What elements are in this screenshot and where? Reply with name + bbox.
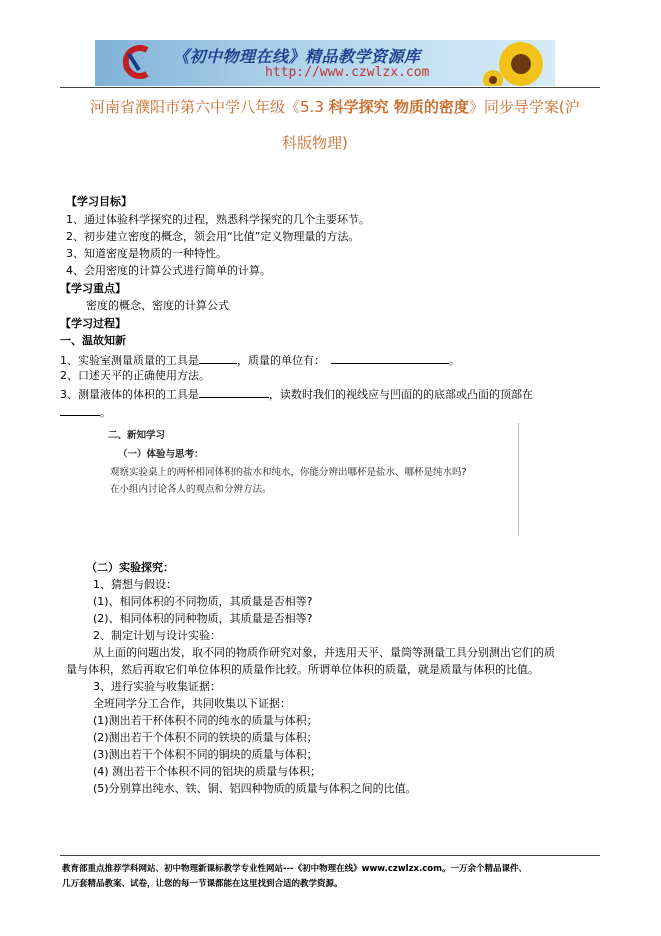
experiment-heading: （二）实验探究：: [86, 561, 174, 574]
question-1: [60, 352, 460, 368]
page-title: [90, 96, 580, 117]
review-heading: 一、温故知新: [60, 334, 126, 347]
process-heading: 【学习过程】: [60, 317, 126, 330]
answer-blank[interactable]: [60, 404, 100, 416]
answer-blank[interactable]: [331, 352, 449, 364]
question-1-text: 1、实验室测量质量的工具是: [60, 354, 199, 367]
question-3-text: 3、测量液体的体积的工具是: [60, 388, 199, 401]
step-1-item: (1)、相同体积的不同物质，其质量是否相等?: [93, 595, 313, 608]
question-3-end: 。: [100, 406, 111, 419]
step-1: 1、猜想与假设：: [93, 578, 177, 591]
footer-line-2: 几万套精品教案、试卷，让您的每一节课都能在这里找到合适的教学资源。: [62, 879, 343, 889]
footer-divider: [60, 855, 600, 856]
keypoints-text: 密度的概念、密度的计算公式: [86, 299, 229, 312]
question-1-end: 。: [449, 354, 460, 367]
objectives-heading: 【学习目标】: [66, 195, 132, 208]
footer-line-1: 教育部重点推荐学科网站、初中物理新课标教学专业性网站---《初中物理在线》www.czwlzx.com。一万余个精品课件、: [62, 864, 527, 874]
objective-item: 1、通过体验科学探究的过程，熟悉科学探究的几个主要环节。: [66, 213, 370, 226]
keypoints-heading: 【学习重点】: [60, 282, 126, 295]
question-3-cont: [60, 404, 111, 420]
question-2: 2、口述天平的正确使用方法。: [60, 369, 210, 382]
step-3-item: (4) 测出若干个体积不同的铝块的质量与体积；: [93, 765, 322, 778]
experience-heading: （一）体验与思考：: [118, 449, 204, 460]
objective-item: 4、会用密度的计算公式进行简单的计算。: [66, 264, 271, 277]
question-3-text-2: ，读数时我们的视线应与凹面的的底部或凸面的顶部在: [269, 388, 533, 401]
step-3-text: 全班同学分工合作，共同收集以下证据：: [93, 697, 291, 710]
new-knowledge-heading: 二、新知学习: [108, 430, 166, 441]
step-2: 2、制定计划与设计实验：: [93, 629, 221, 642]
step-2-text: 从上面的问题出发，取不同的物质作研究对象，并选用天平、量筒等测量工具分别测出它们的质: [93, 646, 555, 659]
title-part-3: 》同步导学案(沪: [468, 98, 580, 116]
header-banner: [95, 40, 555, 86]
new-knowledge-image: [100, 423, 520, 535]
step-3-item: (3)测出若干个体积不同的铜块的质量与体积；: [93, 748, 318, 761]
title-part-2: 科学探究 物质的密度: [328, 98, 469, 116]
title-part-1: 河南省濮阳市第六中学八年级《5.3: [90, 98, 329, 116]
banner-title: 《初中物理在线》精品教学资源库: [173, 47, 421, 66]
objective-item: 2、初步建立密度的概念，领会用“比值”定义物理量的方法。: [66, 230, 360, 243]
question-3: [60, 386, 533, 402]
question-1-text-2: ，质量的单位有：: [237, 354, 325, 367]
step-3-item: (5)分别算出纯水、铁、铜、铝四种物质的质量与体积之间的比值。: [93, 782, 417, 795]
header-divider: [60, 87, 600, 88]
page-title-line2: 科版物理): [282, 134, 348, 152]
experience-text-2: 在小组内讨论各人的观点和分辨方法。: [110, 484, 272, 495]
image-edge: [518, 423, 519, 535]
banner-url[interactable]: http://www.czwlzx.com: [265, 65, 430, 80]
experience-text-1: 观察实验桌上的两杯相同体积的盐水和纯水，你能分辨出哪杯是盐水、哪杯是纯水吗?: [110, 467, 467, 478]
step-3-item: (1)测出若干杯体积不同的纯水的质量与体积；: [93, 714, 318, 727]
answer-blank[interactable]: [199, 352, 237, 364]
site-logo: [119, 44, 153, 80]
step-2-text: 量与体积，然后再取它们单位体积的质量作比较。所谓单位体积的质量，就是质量与体积的比值。: [66, 663, 539, 676]
step-3-item: (2)测出若干个体积不同的铁块的质量与体积；: [93, 731, 318, 744]
step-3: 3、进行实验与收集证据：: [93, 680, 221, 693]
sunflower-image: [481, 40, 551, 86]
answer-blank[interactable]: [199, 386, 269, 398]
step-1-item: (2)、相同体积的同种物质，其质量是否相等?: [93, 612, 313, 625]
objective-item: 3、知道密度是物质的一种特性。: [66, 247, 227, 260]
